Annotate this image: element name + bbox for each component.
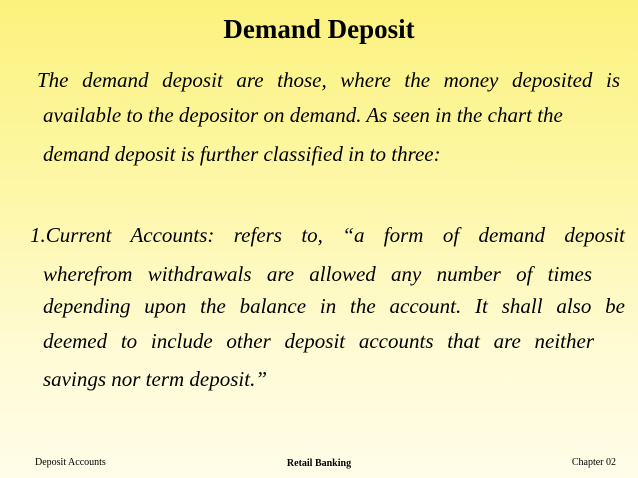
slide-title: Demand Deposit: [223, 14, 415, 44]
item-line: 1.Current Accounts: refers to, “a form of demand deposit: [30, 223, 625, 247]
item-line: savings nor term deposit.”: [43, 367, 268, 391]
intro-line: available to the depositor on demand. As seen in the chart the: [43, 103, 563, 127]
item-line: deemed to include other deposit accounts that are neither: [43, 329, 594, 353]
item-line: depending upon the balance in the account. It shall also be: [43, 294, 625, 318]
footer-center-text: Retail Banking: [286, 458, 352, 469]
footer-left-text: Deposit Accounts: [35, 457, 106, 468]
intro-line: demand deposit is further classified in to three:: [43, 142, 441, 166]
item-line: wherefrom withdrawals are allowed any number of times: [43, 262, 592, 286]
intro-line: The demand deposit are those, where the money deposited is: [37, 68, 620, 92]
footer-right-text: Chapter 02: [571, 457, 616, 468]
